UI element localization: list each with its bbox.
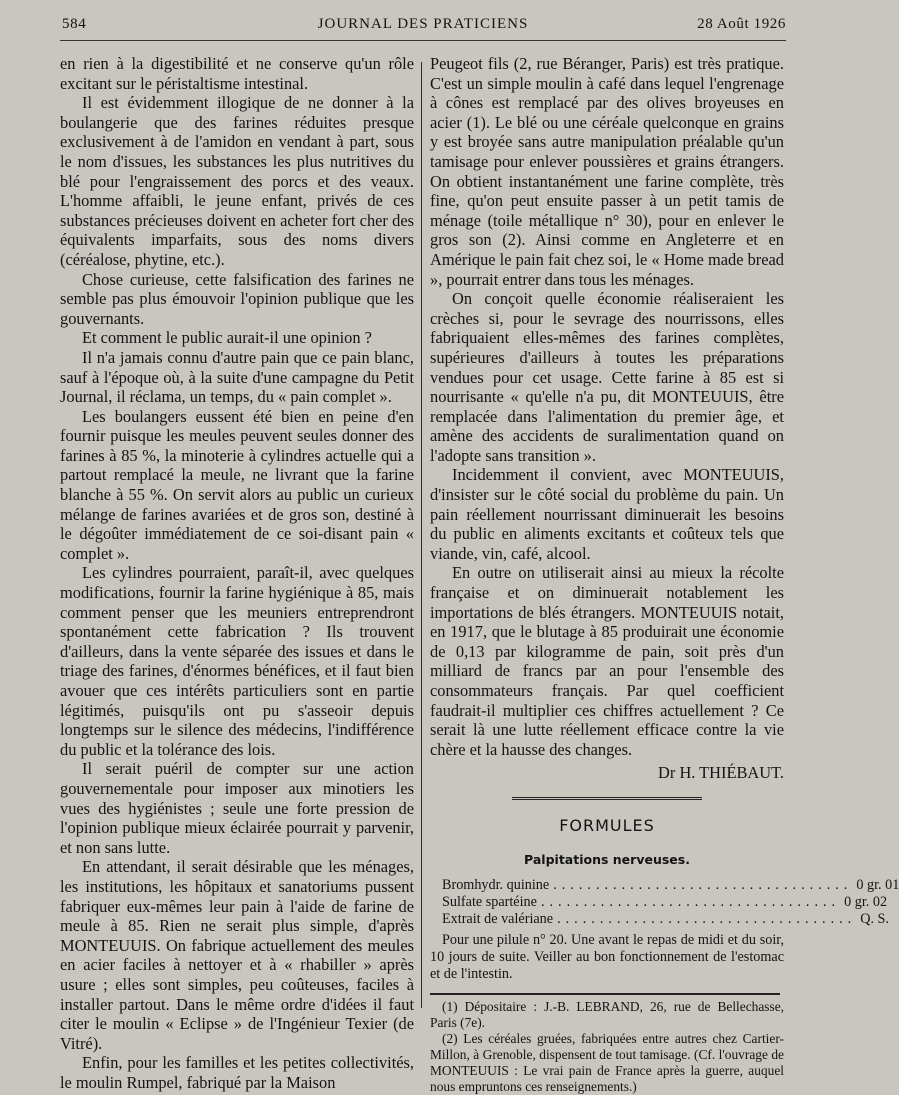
dot-leader: ................................... [553,877,853,894]
dot-leader: ................................... [557,911,857,928]
running-header [60,16,786,40]
dot-leader: ................................... [540,894,841,911]
paragraph: Enfin, pour les familles et les petites collectivités, le moulin Rumpel, fabriqué par la Maison [60,1053,414,1092]
page-number: 584 [62,16,87,32]
formules-heading: FORMULES [559,815,655,835]
paragraph: Peugeot fils (2, rue Béranger, Paris) est très pratique. C'est un simple moulin à café dans lequel l'engrenage à cônes est remplacé par des olives broyeuses en acier (1). Le blé ou une céréale quelconque en grains y est broyée sans autre manipulation préalable qu'un tamisage pour enlever poussières et grains étrangers. On obtient instantanément une farine complète, très fine, qu'on peut ensuite passer à un petit tamis de ménage (toile métallique n° 30), pour en enlever le gros son (2). Ainsi comme en Angleterre et en Amérique le pain fait chez soi, le « Home made bread », pourrait entrer dans tous les ménages. [430,54,784,289]
paragraph: Chose curieuse, cette falsification des farines ne semble pas plus émouvoir l'opinion publique que les gouvernants. [60,269,414,328]
paragraph: Les cylindres pourraient, paraît-il, avec quelques modifications, fournir la farine hygiénique à 85, mais comment penser que les meuniers entreprendront spontanément cette fabrication ? Ils trouvent d'ailleurs, dans la vente séparée des issues et dans le triage des farines, d'énormes bénéfices, et il faut bien avouer que ces intérêts particuliers sont en partie légitimés, puisqu'ils ont pu s'asseoir depuis longtemps sur le silence des médecins, l'indifférence du public et la tolérance des lois. [60,563,414,759]
ingredient-name: Bromhydr. quinine [442,877,550,894]
journal-title: JOURNAL DES PRATICIENS [317,16,529,32]
paragraph: Les boulangers eussent été bien en peine d'en fournir puisque les meules peuvent seules donner des farines à 85 %, la minoterie à cylindres actuelle qui a partout remplacé la meule, ne livrant que la farine blanche à 55 %. On servit alors au public un curieux mélange de farines avariées et de gros son, destiné à le dégoûter immédiatement de ce soi-disant pain « complet ». [60,406,414,563]
ingredient-dose: 0 gr. 01 [856,877,899,894]
ingredient-name: Sulfate spartéine [442,894,537,911]
formula-subtitle: Palpitations nerveuses. [524,851,690,867]
footnote-rule [430,993,780,995]
left-column [60,54,414,1092]
author-signature: Dr H. THIÉBAUT. [658,763,784,783]
paragraph: Il n'a jamais connu d'autre pain que ce pain blanc, sauf à l'époque où, à la suite d'une campagne du Petit Journal, il réclama, un temps, du « pain complet ». [60,347,414,407]
formula-list [430,877,899,983]
paragraph: Il est évidemment illogique de ne donner à la boulangerie que des farines réduites presque exclusivement à de l'amidon en vendant à part, sous le nom d'issues, les substances les plus nutritives du blé pour l'engraissement des porcs et des veaux. L'homme affaibli, le jeune enfant, privés de ces substances précieuses doivent en acheter fort cher des équivalents imparfaits, sous des noms divers (céréalose, phytine, etc.). [60,93,414,269]
column-divider [421,62,422,1008]
paragraph: On conçoit quelle économie réaliseraient les crèches si, pour le sevrage des nourrissons, elles fabriquaient elles-mêmes des farines complètes, supérieures d'ailleurs à toutes les préparations vendues pour cet usage. Cette farine à 85 est si nourrisante « qu'elle n'a pu, dit MONTEUUIS, être remplacée dans l'alimentation du premier âge, et amène des accidents de suralimentation quand on l'adopte sans transition ». [430,289,784,465]
formula-instructions: Pour une pilule n° 20. Une avant le repas de midi et du soir, 10 jours de suite. Veiller au bon fonctionnement de l'estomac et de l'intestin. [430,932,784,983]
paragraph: Et comment le public aurait-il une opinion ? [82,328,372,348]
paragraph: En outre on utiliserait ainsi au mieux la récolte française et on diminuerait notablement les importations de blés étrangers. MONTEUUIS notait, en 1917, que le blutage à 85 produirait une économie de 0,13 par kilogramme de pain, soit près d'un milliard de francs par an pour l'ensemble des consommateurs français. Par quel coefficient faudrait-il multiplier ces chiffres actuellement ? Ce serait là une lutte réellement efficace contre la vie chère et la hausse des changes. [430,563,784,759]
ingredient-name: Extrait de valériane [442,911,554,928]
footnote: (1) Dépositaire : J.-B. LEBRAND, 26, rue de Bellechasse, Paris (7e). [430,999,784,1031]
right-column [430,54,899,1095]
issue-date: 28 Août 1926 [697,16,786,32]
footnotes [430,999,784,1095]
paragraph: en rien à la digestibilité et ne conserve qu'un rôle excitant sur le péristaltisme intestinal. [60,54,414,93]
formula-ingredient [430,911,889,928]
header-rule [60,40,786,41]
footnote: (2) Les céréales gruées, fabriquées entre autres chez Cartier-Millon, à Grenoble, dispensent de tout tamisage. (Cf. l'ouvrage de MONTEUUIS : Le vrai pain de France après la guerre, auquel nous empruntons ces renseignements.) [430,1031,784,1095]
ingredient-dose: Q. S. [860,911,889,928]
section-rule [512,797,702,802]
ingredient-dose: 0 gr. 02 [844,894,888,911]
formula-ingredient [430,894,888,911]
formula-ingredient [430,877,899,894]
paragraph: Il serait puéril de compter sur une action gouvernementale pour imposer aux minotiers les vues des hygiénistes ; seule une forte pression de l'opinion publique mieux éclairée pourrait y parvenir, et non sans lutte. [60,759,414,857]
paragraph: En attendant, il serait désirable que les ménages, les institutions, les hôpitaux et sanatoriums pussent fabriquer eux-mêmes leur pain à l'aide de farine de meule à 85. Rien ne serait plus simple, d'après MONTEUUIS. On fabrique actuellement des meules en acier faciles à nettoyer et à « rhabiller » après usure ; elles sont simples, peu coûteuses, faciles à installer partout. Dans le même ordre d'idées il faut citer le moulin « Eclipse » de l'Ingénieur Texier (de Vitré). [60,857,414,1053]
paragraph: Incidemment il convient, avec MONTEUUIS, d'insister sur le côté social du problème du pain. Un pain réellement nourrissant diminuerait les besoins du public en aliments excitants et coûteux tels que viande, vin, café, alcool. [430,465,784,563]
